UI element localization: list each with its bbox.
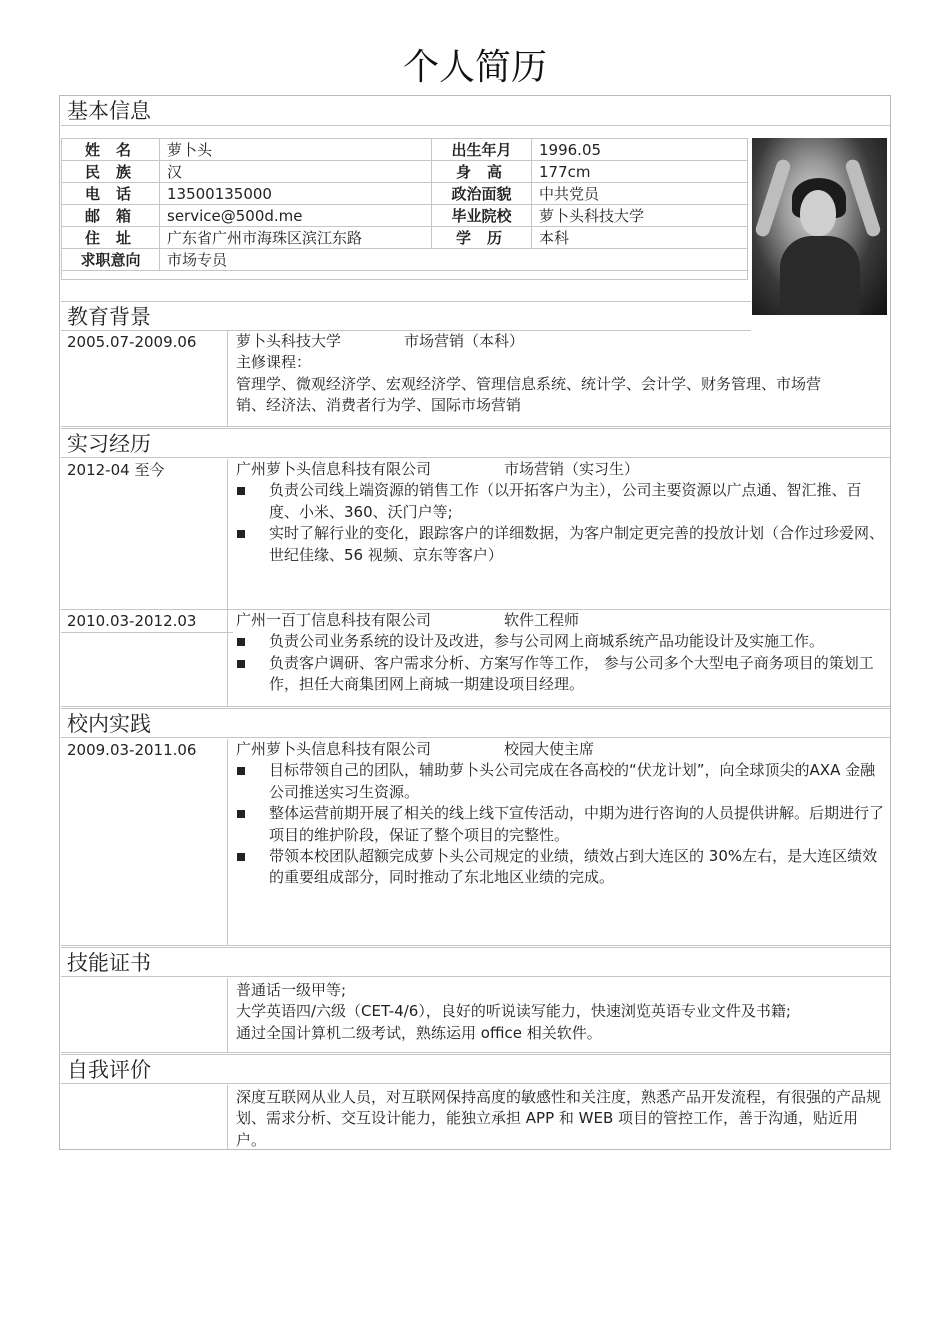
internship-head	[236, 459, 884, 480]
height-label: 身高	[432, 161, 532, 183]
education-major: 市场营销（本科）	[404, 332, 525, 350]
section-header-education: 教育背景	[61, 301, 751, 331]
photo-arm-left	[754, 158, 792, 238]
list-item: 负责客户调研、客户需求分析、方案写作等工作， 参与公司多个大型电子商务项目的策划工作，担任大商集团网上商城一期建设项目经理。	[236, 653, 884, 696]
profile-photo	[752, 138, 887, 315]
divider	[227, 1085, 228, 1149]
list-item: 整体运营前期开展了相关的线上线下宣传活动，中期为进行咨询的人员提供讲解。后期进行了项目的维护阶段，保证了整个项目的完整性。	[236, 803, 884, 846]
internship-row-2	[61, 610, 890, 707]
name-value: 萝卜头	[160, 139, 432, 161]
internship-company: 广州萝卜头信息科技有限公司	[236, 460, 432, 478]
list-item: 实时了解行业的变化，跟踪客户的详细数据，为客户制定更完善的投放计划（合作过珍爱网、世纪佳缘、56 视频、京东等客户）	[236, 523, 884, 566]
school-label: 毕业院校	[432, 205, 532, 227]
address-label: 住址	[62, 227, 160, 249]
table-row	[62, 161, 748, 183]
divider	[227, 739, 228, 945]
education-row	[61, 331, 890, 427]
page-title: 个人简历	[402, 47, 547, 88]
degree-label: 学历	[432, 227, 532, 249]
internship-date: 2010.03-2012.03	[61, 610, 233, 633]
politics-label: 政治面貌	[432, 183, 532, 205]
phone-value: 13500135000	[160, 183, 432, 205]
politics-value: 中共党员	[532, 183, 748, 205]
section-header-skills: 技能证书	[61, 947, 890, 977]
intent-label: 求职意向	[62, 249, 160, 271]
list-item: 目标带领自己的团队，辅助萝卜头公司完成在各高校的“伏龙计划”，向全球顶尖的AXA 金融公司推送实习生资源。	[236, 760, 884, 803]
skill-item: 普通话一级甲等;	[236, 981, 347, 999]
divider	[227, 978, 228, 1052]
list-item: 带领本校团队超额完成萝卜头公司规定的业绩，绩效占到大连区的 30%左右，是大连区绩效的重要组成部分，同时推动了东北地区业绩的完成。	[236, 846, 884, 889]
table-row	[62, 139, 748, 161]
skill-item: 通过全国计算机二级考试，熟练运用 office 相关软件。	[236, 1023, 602, 1042]
divider	[227, 459, 228, 609]
section-header-internship: 实习经历	[61, 428, 890, 458]
internship-company: 广州一百丁信息科技有限公司	[236, 611, 432, 629]
birth-value: 1996.05	[532, 139, 748, 161]
basic-info-table	[61, 138, 747, 288]
self-eval-row	[61, 1085, 890, 1149]
ethnic-value: 汉	[160, 161, 432, 183]
campus-head	[236, 739, 884, 760]
divider	[227, 331, 228, 426]
skill-item: 大学英语四/六级（CET-4/6），良好的听说读写能力，快速浏览英语专业文件及书籍;	[236, 1002, 791, 1021]
birth-label: 出生年月	[432, 139, 532, 161]
internship-row-1	[61, 459, 890, 610]
table-row	[62, 249, 748, 271]
table-row	[62, 183, 748, 205]
internship-content	[236, 459, 884, 566]
skills-content	[236, 980, 884, 1044]
internship-date: 2012-04 至今	[67, 461, 165, 479]
campus-role: 校园大使主席	[504, 740, 595, 758]
table-row	[62, 205, 748, 227]
divider	[227, 610, 228, 706]
section-header-basic: 基本信息	[61, 96, 890, 126]
intent-value: 市场专员	[160, 249, 748, 271]
internship-head	[236, 610, 884, 631]
education-date: 2005.07-2009.06	[67, 333, 197, 351]
section-header-self: 自我评价	[61, 1054, 890, 1084]
education-school: 萝卜头科技大学	[236, 332, 342, 350]
section-header-campus: 校内实践	[61, 708, 890, 738]
name-label: 姓名	[62, 139, 160, 161]
courses-line-1: 管理学、微观经济学、宏观经济学、管理信息系统、统计学、会计学、财务管理、市场营	[236, 374, 822, 393]
internship-role: 软件工程师	[504, 611, 580, 629]
courses-line-2: 销、经济法、消费者行为学、国际市场营销	[236, 396, 522, 415]
internship-bullets	[236, 480, 884, 566]
table-row	[62, 271, 748, 280]
email-value: service@500d.me	[160, 205, 432, 227]
self-eval-text: 深度互联网从业人员，对互联网保持高度的敏感性和关注度，熟悉产品开发流程，有很强的产品规划、需求分析、交互设计能力，能独立承担 APP 和 WEB 项目的管控工作，善于沟通，贴近用户。	[236, 1088, 882, 1149]
address-value: 广东省广州市海珠区滨江东路	[160, 227, 432, 249]
ethnic-label: 民族	[62, 161, 160, 183]
photo-face	[800, 190, 836, 236]
school-value: 萝卜头科技大学	[532, 205, 748, 227]
campus-content	[236, 739, 884, 889]
education-head	[236, 331, 884, 352]
photo-body	[780, 236, 860, 315]
photo-arm-right	[844, 158, 882, 238]
internship-bullets	[236, 631, 884, 695]
list-item: 负责公司业务系统的设计及改进，参与公司网上商城系统产品功能设计及实施工作。	[236, 631, 884, 652]
self-eval-content	[236, 1087, 884, 1151]
skills-row	[61, 978, 890, 1053]
table-row	[62, 227, 748, 249]
height-value: 177cm	[532, 161, 748, 183]
campus-row	[61, 739, 890, 946]
email-label: 邮箱	[62, 205, 160, 227]
internship-content	[236, 610, 884, 696]
spacer-cell	[62, 271, 748, 280]
campus-company: 广州萝卜头信息科技有限公司	[236, 740, 432, 758]
phone-label: 电话	[62, 183, 160, 205]
education-content	[236, 331, 884, 417]
internship-role: 市场营销（实习生）	[504, 460, 640, 478]
list-item: 负责公司线上端资源的销售工作（以开拓客户为主），公司主要资源以广点通、智汇推、百度、小米、360、沃门户等;	[236, 480, 884, 523]
campus-date: 2009.03-2011.06	[67, 741, 197, 759]
degree-value: 本科	[532, 227, 748, 249]
campus-bullets	[236, 760, 884, 888]
courses-label: 主修课程：	[236, 353, 312, 372]
